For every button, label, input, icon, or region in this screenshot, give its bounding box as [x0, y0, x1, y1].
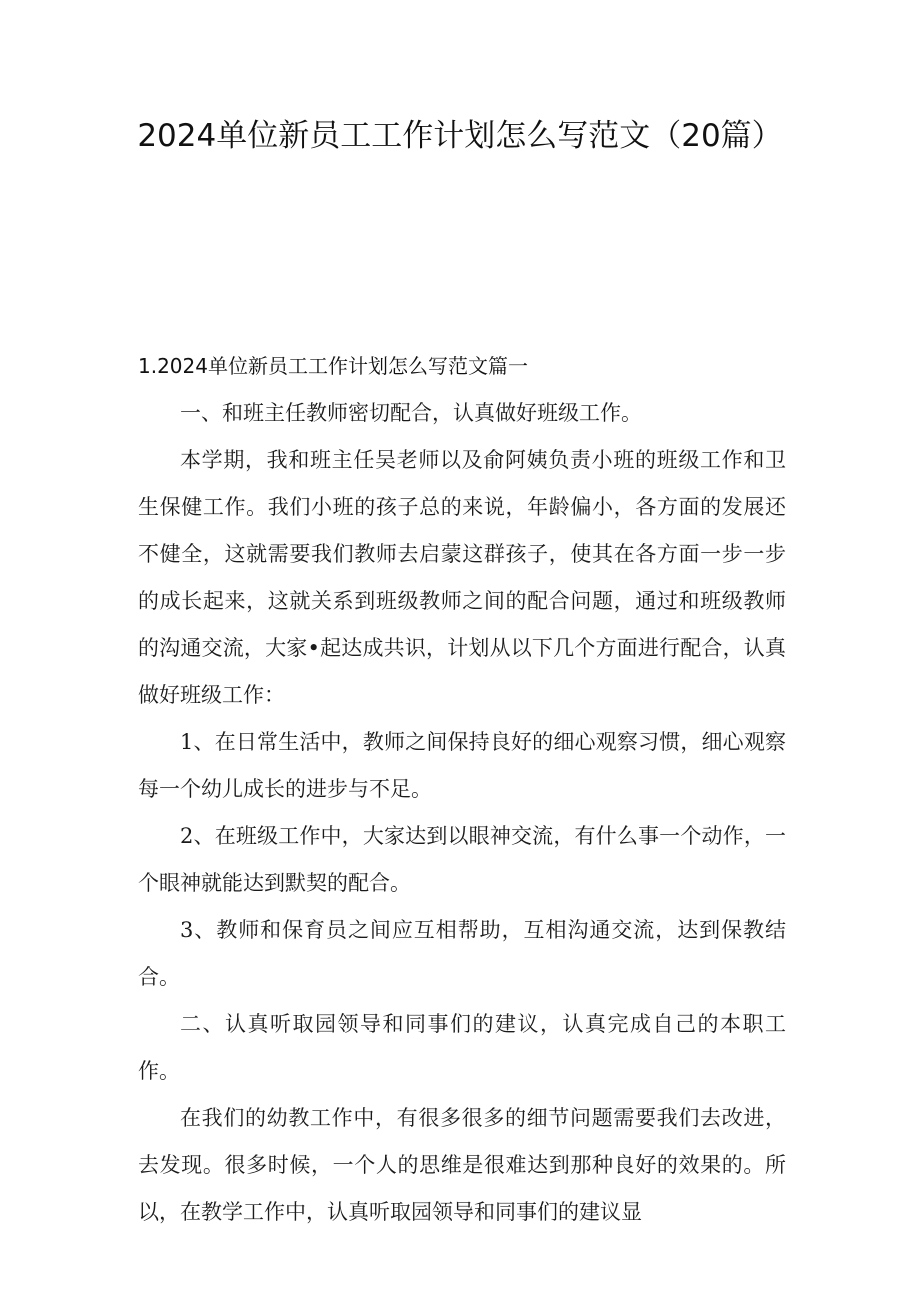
list-item: 3、教师和保育员之间应互相帮助，互相沟通交流，达到保教结合。 [138, 918, 786, 989]
paragraph: 本学期，我和班主任吴老师以及俞阿姨负责小班的班级工作和卫生保健工作。我们小班的孩子总的来说，年龄偏小，各方面的发展还不健全，这就需要我们教师去启蒙这群孩子，使其在各方面一步一步的成长起来，这就关系到班级教师之间的配合问题，通过和班级教师的沟通交流，大家•起达成共识，计划从以下几个方面进行配合，认真做好班级工作： [138, 448, 786, 707]
document-title: 2024单位新员工工作计划怎么写范文（20篇） [137, 118, 783, 154]
paragraph: 在我们的幼教工作中，有很多很多的细节问题需要我们去改进，去发现。很多时候，一个人的思维是很难达到那种良好的效果的。所以，在教学工作中，认真听取园领导和同事们的建议显 [138, 1106, 786, 1224]
list-item: 1、在日常生活中，教师之间保持良好的细心观察习惯，细心观察每一个幼儿成长的进步与不足。 [138, 730, 786, 801]
document-body [138, 343, 786, 1236]
paragraph-heading-one: 一、和班主任教师密切配合，认真做好班级工作。 [180, 401, 642, 425]
list-item: 2、在班级工作中，大家达到以眼神交流，有什么事一个动作，一个眼神就能达到默契的配合。 [138, 824, 786, 895]
section-heading: 1.2024单位新员工工作计划怎么写范文篇一 [138, 354, 528, 378]
paragraph-heading-two: 二、认真听取园领导和同事们的建议，认真完成自己的本职工作。 [138, 1012, 786, 1083]
